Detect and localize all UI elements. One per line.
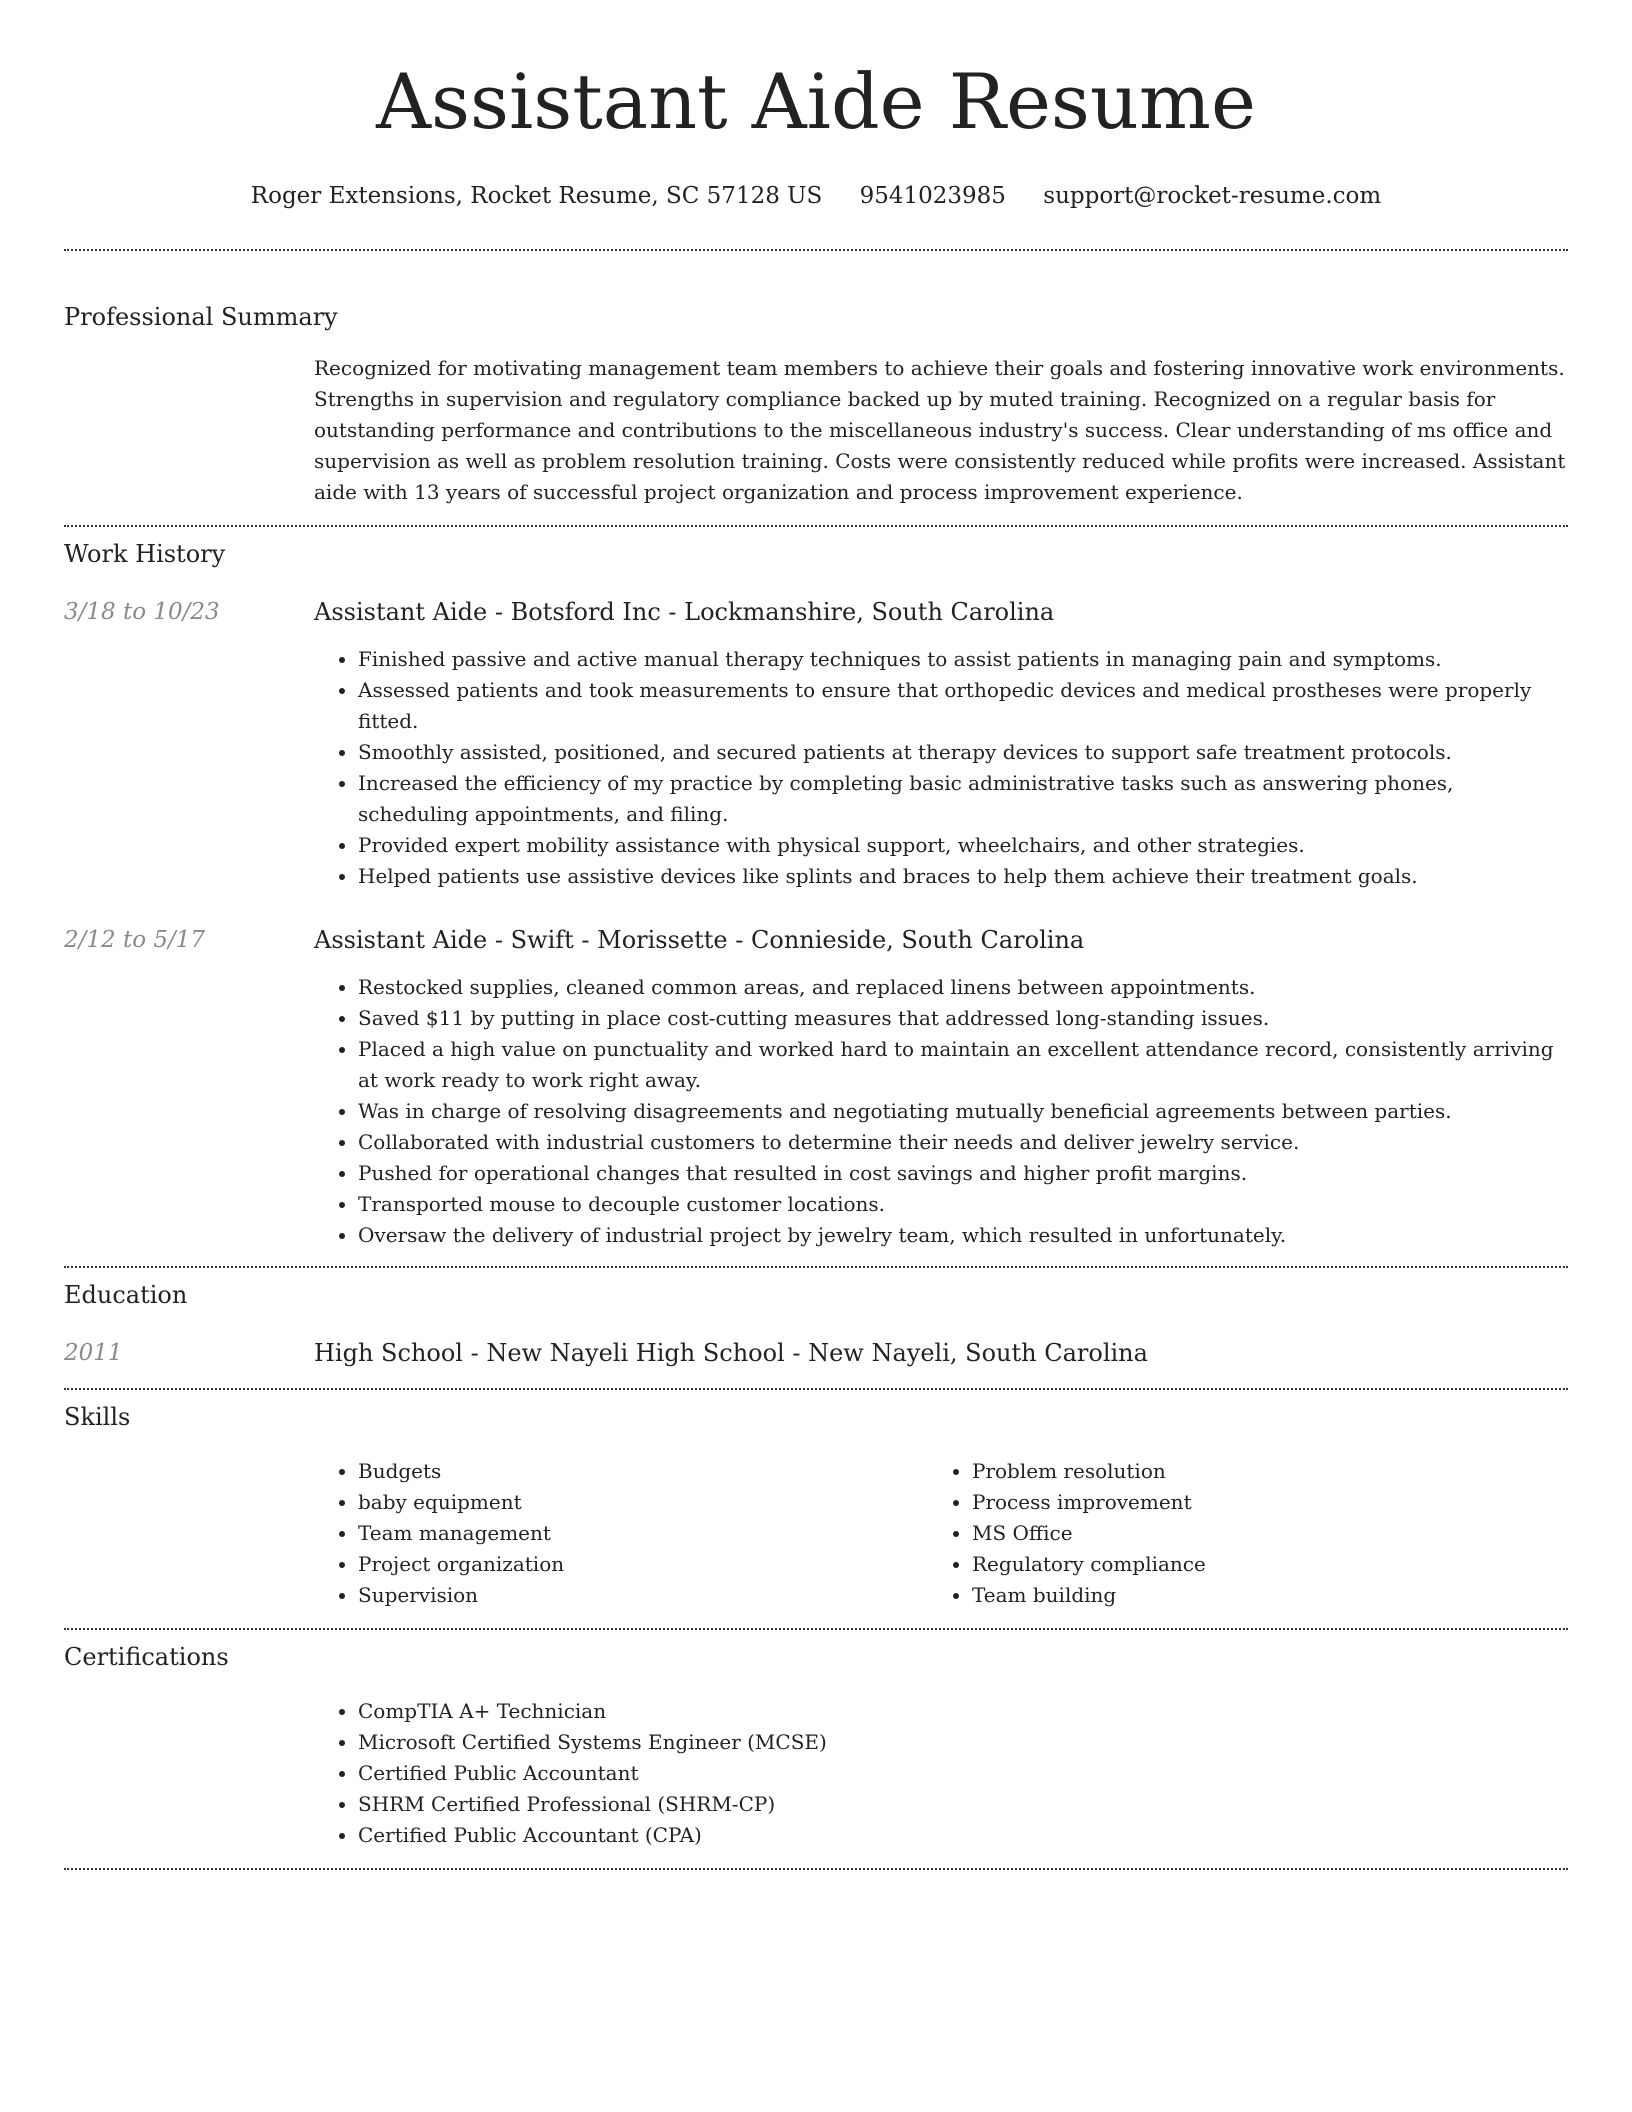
contact-line: [64, 180, 1568, 212]
job-bullets: [314, 644, 1568, 892]
job-header: [64, 924, 1568, 956]
list-item: • SHRM Certified Professional (SHRM-CP): [358, 1789, 1568, 1820]
list-item: • Microsoft Certified Systems Engineer (MCSE): [358, 1727, 1568, 1758]
list-item: • Smoothly assisted, positioned, and secured patients at therapy devices to support safe treatment protocols.: [358, 737, 1568, 768]
list-item: • Restocked supplies, cleaned common areas, and replaced linens between appointments.: [358, 972, 1568, 1003]
contact-phone: 9541023985: [859, 183, 1006, 209]
list-item: • Collaborated with industrial customers to determine their needs and deliver jewelry service.: [358, 1127, 1568, 1158]
list-item: • Regulatory compliance: [972, 1549, 1542, 1580]
education-entry: [64, 1337, 1568, 1369]
work-history-section: [64, 527, 1568, 1251]
skills-list-right: [928, 1456, 1542, 1611]
list-item: • Oversaw the delivery of industrial project by jewelry team, which resulted in unfortunately.: [358, 1220, 1568, 1251]
job-dates: 2/12 to 5/17: [64, 927, 206, 953]
contact-email: support@rocket-resume.com: [1043, 183, 1382, 209]
list-item: • Provided expert mobility assistance with physical support, wheelchairs, and other strategies.: [358, 830, 1568, 861]
list-item: • Team management: [358, 1518, 928, 1549]
work-history-heading: Work History: [64, 540, 226, 568]
list-item: • Pushed for operational changes that resulted in cost savings and higher profit margins.: [358, 1158, 1568, 1189]
contact-address: Roger Extensions, Rocket Resume, SC 57128 US: [250, 183, 823, 209]
list-item: • Was in charge of resolving disagreements and negotiating mutually beneficial agreements between parties.: [358, 1096, 1568, 1127]
job-entry: [64, 596, 1568, 892]
list-item: • Project organization: [358, 1549, 928, 1580]
list-item: • Assessed patients and took measurements to ensure that orthopedic devices and medical prostheses were properly fitted.: [358, 675, 1568, 737]
job-title: Assistant Aide - Swift - Morissette - Connieside, South Carolina: [314, 926, 1085, 954]
job-header: [64, 596, 1568, 628]
job-dates: 3/18 to 10/23: [64, 599, 220, 625]
skills-list-left: [314, 1456, 928, 1611]
job-bullets: [314, 972, 1568, 1251]
list-item: • Budgets: [358, 1456, 928, 1487]
list-item: • Certified Public Accountant (CPA): [358, 1820, 1568, 1851]
education-section: [64, 1268, 1568, 1369]
list-item: • CompTIA A+ Technician: [358, 1696, 1568, 1727]
list-item: • Problem resolution: [972, 1456, 1542, 1487]
education-year: 2011: [64, 1340, 123, 1366]
resume-header: [64, 0, 1568, 212]
education-heading: Education: [64, 1281, 188, 1309]
job-entry: [64, 924, 1568, 1251]
section-divider: [64, 1868, 1568, 1870]
job-title: Assistant Aide - Botsford Inc - Lockmanshire, South Carolina: [314, 598, 1055, 626]
skills-section: [64, 1390, 1568, 1611]
summary-section: [64, 251, 1568, 508]
skills-heading: Skills: [64, 1403, 131, 1431]
list-item: • Finished passive and active manual therapy techniques to assist patients in managing pain and symptoms.: [358, 644, 1568, 675]
list-item: • Process improvement: [972, 1487, 1542, 1518]
list-item: • baby equipment: [358, 1487, 928, 1518]
summary-heading: Professional Summary: [64, 303, 338, 331]
list-item: • Placed a high value on punctuality and worked hard to maintain an excellent attendance record, consistently arriving at work ready to work right away.: [358, 1034, 1568, 1096]
skills-grid: [314, 1456, 1568, 1611]
certifications-section: [64, 1630, 1568, 1851]
list-item: • Certified Public Accountant: [358, 1758, 1568, 1789]
certifications-list: [314, 1696, 1568, 1851]
list-item: • Team building: [972, 1580, 1542, 1611]
summary-text: Recognized for motivating management team members to achieve their goals and fostering innovative work environments. Strengths in supervision and regulatory compliance backed up by muted training. Recognized on a regular basis for outstanding performance and contributions to the miscellaneous industry's success. Clear understanding of ms office and supervision as well as problem resolution training. Costs were consistently reduced while profits were increased. Assistant aide with 13 years of successful project organization and process improvement experience.: [314, 356, 1566, 504]
list-item: • MS Office: [972, 1518, 1542, 1549]
education-title: High School - New Nayeli High School - New Nayeli, South Carolina: [314, 1339, 1148, 1367]
resume-title: Assistant Aide Resume: [376, 57, 1256, 146]
list-item: • Transported mouse to decouple customer locations.: [358, 1189, 1568, 1220]
list-item: • Saved $11 by putting in place cost-cutting measures that addressed long-standing issues.: [358, 1003, 1568, 1034]
certifications-heading: Certifications: [64, 1643, 229, 1671]
list-item: • Supervision: [358, 1580, 928, 1611]
list-item: • Increased the efficiency of my practice by completing basic administrative tasks such as answering phones, scheduling appointments, and filing.: [358, 768, 1568, 830]
list-item: • Helped patients use assistive devices like splints and braces to help them achieve their treatment goals.: [358, 861, 1568, 892]
